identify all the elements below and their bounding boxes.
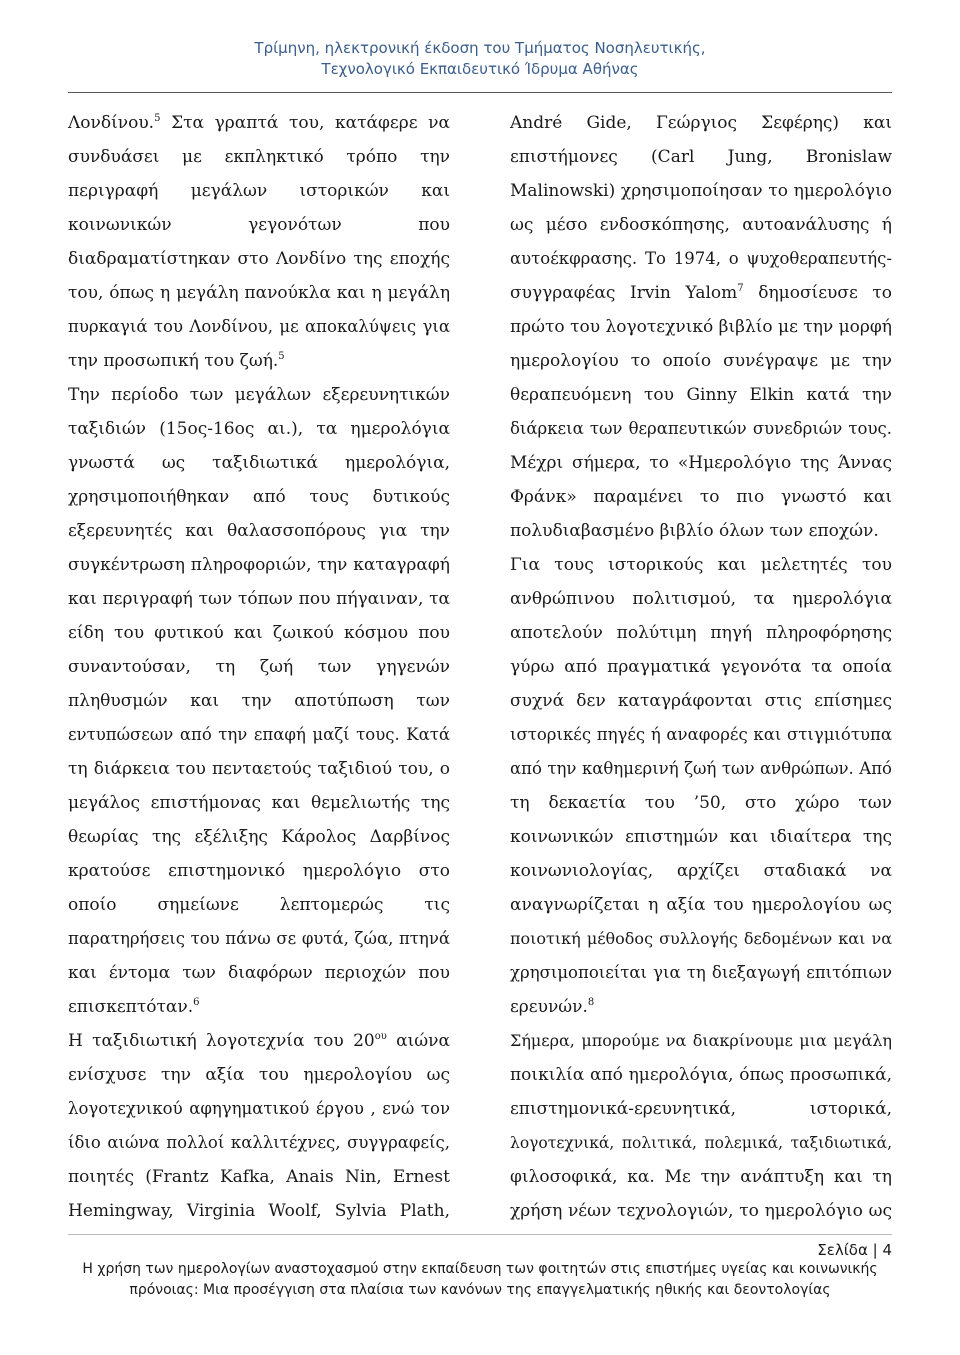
line-text: Σήμερα, μπορούμε να διακρίνουμε μια μεγάλη	[510, 1031, 892, 1050]
footnote-marker: 8	[587, 997, 595, 1008]
line-text: ίδιο αιώνα πολλοί καλλιτέχνες, συγγραφείς,	[68, 1133, 450, 1152]
line-text: συγγραφέας Irvin Yalom	[510, 283, 738, 303]
line-text: Hemingway, Virginia Woolf, Sylvia Plath,	[68, 1201, 450, 1221]
left-column	[68, 106, 450, 1228]
right-text-line	[510, 412, 892, 446]
line-text-continued: δημοσίευσε το	[743, 283, 892, 303]
line-text-continued: αιώνα	[386, 1031, 450, 1051]
line-text: μεγάλος επιστήμονας και θεμελιωτής της	[68, 793, 450, 813]
line-text: Λονδίνου.	[68, 113, 155, 133]
right-text-line	[510, 174, 892, 208]
line-text: Την περίοδο των μεγάλων εξερευνητικών	[68, 385, 450, 405]
line-text: κοινωνικών γεγονότων που	[68, 215, 450, 235]
right-text-line	[510, 208, 892, 242]
left-text-line	[68, 1194, 450, 1228]
left-text-line	[68, 276, 450, 310]
footer-divider	[68, 1234, 892, 1235]
left-text-line	[68, 1024, 450, 1058]
line-text: αυτοέκφρασης. Το 1974, ο ψυχοθεραπευτής-	[510, 249, 892, 268]
line-text: συγκέντρωση πληροφοριών, την καταγραφή	[68, 555, 450, 575]
right-text-line	[510, 752, 892, 786]
line-text: Φράνκ» παραμένει το πιο γνωστό και	[510, 487, 892, 507]
left-text-line	[68, 1092, 450, 1126]
line-text: από την καθημερινή ζωή των ανθρώπων. Από	[510, 759, 892, 778]
left-text-line	[68, 854, 450, 888]
line-text: την προσωπική του ζωή.	[68, 351, 279, 371]
line-text: ενίσχυσε την αξία του ημερολογίου ως	[68, 1065, 450, 1085]
right-text-line	[510, 956, 892, 990]
line-text: χρήση νέων τεχνολογιών, το ημερολόγιο ως	[510, 1201, 892, 1221]
line-text: είδη του φυτικού και ζωικού κόσμου που	[68, 623, 450, 643]
line-text: λογοτεχνικά, πολιτικά, πολεμικά, ταξιδιωτικά,	[510, 1134, 892, 1152]
line-text: χρησιμοποιήθηκαν από τους δυτικούς	[68, 487, 450, 507]
left-text-line	[68, 752, 450, 786]
right-text-line	[510, 276, 892, 310]
left-text-line	[68, 888, 450, 922]
line-text: εντυπώσεων από την επαφή μαζί τους. Κατά	[68, 725, 450, 744]
left-text-line	[68, 480, 450, 514]
left-text-line	[68, 344, 450, 378]
line-text: Για τους ιστορικούς και μελετητές του	[510, 555, 892, 575]
right-text-line	[510, 1194, 892, 1228]
line-text: χρησιμοποιείται για τη διεξαγωγή επιτόπιων	[510, 963, 892, 982]
right-text-line	[510, 718, 892, 752]
right-text-line	[510, 786, 892, 820]
left-text-line	[68, 174, 450, 208]
line-text: ποικιλία από ημερολόγια, όπως προσωπικά,	[510, 1065, 892, 1085]
right-text-line	[510, 344, 892, 378]
line-text: λογοτεχνικού αφηγηματικού έργου , ενώ τον	[68, 1099, 450, 1118]
left-text-line	[68, 1058, 450, 1092]
header-divider	[68, 92, 892, 93]
header-line-1: Τρίμηνη, ηλεκτρονική έκδοση του Τμήματος Νοσηλευτικής,	[254, 39, 706, 57]
line-text: αναγνωρίζεται η αξία του ημερολογίου ως	[510, 895, 892, 915]
line-text: οποίο σημείωνε λεπτομερώς τις	[68, 895, 450, 915]
left-text-line	[68, 208, 450, 242]
line-text: συχνά δεν καταγράφονται στις επίσημες	[510, 691, 892, 711]
line-text: πυρκαγιά του Λονδίνου, με αποκαλύψεις για	[68, 317, 450, 336]
line-text: επιστημονικά-ερευνητικά, ιστορικά,	[510, 1099, 892, 1119]
line-text: γύρω από πραγματικά γεγονότα τα οποία	[510, 657, 892, 677]
footer-line-1: Η χρήση των ημερολογίων αναστοχασμού στην εκπαίδευση των φοιτητών στις επιστήμες υγείας και κοινωνικής	[82, 1261, 878, 1277]
right-text-line	[510, 1160, 892, 1194]
line-text: ανθρώπινου πολιτισμού, τα ημερολόγια	[510, 589, 892, 609]
right-text-line	[510, 378, 892, 412]
line-text: πολυδιαβασμένο βιβλίο όλων των εποχών.	[510, 521, 879, 541]
left-text-line	[68, 378, 450, 412]
line-text: πληθυσμών και την αποτύπωση των	[68, 691, 450, 711]
footnote-marker: 6	[193, 997, 200, 1008]
line-text: φιλοσοφικά, κα. Με την ανάπτυξη και τη	[510, 1167, 892, 1187]
line-text: Η ταξιδιωτική λογοτεχνία του 20	[68, 1031, 375, 1051]
left-text-line	[68, 922, 450, 956]
line-text: Μέχρι σήμερα, το «Ημερολόγιο της Άννας	[510, 453, 892, 473]
right-text-line	[510, 106, 892, 140]
line-text: ποιητές (Frantz Kafka, Anais Nin, Ernest	[68, 1167, 450, 1187]
right-text-line	[510, 548, 892, 582]
page-footer	[0, 1259, 960, 1301]
footnote-marker: 5	[154, 113, 161, 124]
left-text-line	[68, 1160, 450, 1194]
right-text-line	[510, 514, 892, 548]
line-text: τη διάρκεια του πενταετούς ταξιδιού του, ο	[68, 759, 450, 779]
right-text-line	[510, 854, 892, 888]
line-text: ερευνών.	[510, 997, 588, 1017]
left-text-line	[68, 106, 450, 140]
left-text-line	[68, 548, 450, 582]
footer-line-2: πρόνοιας: Μια προσέγγιση στα πλαίσια των κανόνων της επαγγελματικής ηθικής και δεοντολογίας	[129, 1282, 831, 1298]
right-text-line	[510, 1024, 892, 1058]
footnote-marker: ου	[374, 1031, 387, 1042]
right-text-line	[510, 446, 892, 480]
line-text: ποιοτική μέθοδος συλλογής δεδομένων και να	[510, 929, 892, 948]
left-text-line	[68, 650, 450, 684]
right-text-line	[510, 820, 892, 854]
line-text: θεραπευόμενη του Ginny Elkin κατά την	[510, 385, 892, 405]
footnote-marker: 7	[737, 283, 744, 294]
right-column	[510, 106, 892, 1228]
line-text: κρατούσε επιστημονικό ημερολόγιο στο	[68, 861, 450, 881]
right-text-line	[510, 1092, 892, 1126]
left-text-line	[68, 956, 450, 990]
line-text: Malinowski) χρησιμοποίησαν το ημερολόγιο	[510, 181, 892, 201]
line-text: τη δεκαετία του ’50, στο χώρο των	[510, 793, 892, 813]
header-line-2: Τεχνολογικό Εκπαιδευτικό Ίδρυμα Αθήνας	[321, 60, 639, 78]
left-text-line	[68, 514, 450, 548]
right-text-line	[510, 242, 892, 276]
line-text-continued: Στα γραπτά του, κατάφερε να	[160, 113, 450, 133]
right-text-line	[510, 480, 892, 514]
footnote-marker: 5	[278, 351, 285, 362]
right-text-line	[510, 1058, 892, 1092]
line-text: κοινωνιολογίας, αρχίζει σταδιακά να	[510, 861, 892, 881]
left-text-line	[68, 990, 450, 1024]
line-text: και περιγραφή των τόπων που πήγαιναν, τα	[68, 589, 450, 609]
line-text: εξερευνητές και θαλασσοπόρους για την	[68, 521, 450, 541]
line-text: ιστορικές πηγές ή αναφορές και στιγμιότυπα	[510, 725, 892, 744]
left-text-line	[68, 242, 450, 276]
line-text: παρατηρήσεις του πάνω σε φυτά, ζώα, πτηνά	[68, 929, 450, 948]
line-text: και έντομα των διαφόρων περιοχών που	[68, 963, 450, 983]
line-text: διάρκεια των θεραπευτικών συνεδριών τους.	[510, 419, 892, 438]
line-text: επιστήμονες (Carl Jung, Bronislaw	[510, 147, 892, 167]
line-text: ως μέσο ενδοσκόπησης, αυτοανάλυσης ή	[510, 215, 892, 235]
page-header	[0, 38, 960, 80]
right-text-line	[510, 650, 892, 684]
right-text-line	[510, 1126, 892, 1160]
line-text: θεωρίας της εξέλιξης Κάρολος Δαρβίνος	[68, 827, 450, 847]
left-text-line	[68, 684, 450, 718]
left-text-line	[68, 786, 450, 820]
line-text: André Gide, Γεώργιος Σεφέρης) και	[510, 113, 892, 133]
line-text: πρώτο του λογοτεχνικό βιβλίο με την μορφή	[510, 317, 892, 337]
line-text: ταξιδιών (15ος-16ος αι.), τα ημερολόγια	[68, 419, 450, 439]
right-text-line	[510, 922, 892, 956]
right-text-line	[510, 684, 892, 718]
line-text: γνωστά ως ταξιδιωτικά ημερολόγια,	[68, 453, 450, 473]
line-text: επισκεπτόταν.	[68, 997, 194, 1017]
line-text: διαδραματίστηκαν στο Λονδίνο της εποχής	[68, 249, 450, 269]
left-text-line	[68, 582, 450, 616]
left-text-line	[68, 140, 450, 174]
right-text-line	[510, 310, 892, 344]
line-text: συνδυάσει με εκπληκτικό τρόπο την	[68, 147, 450, 167]
right-text-line	[510, 990, 892, 1024]
line-text: ημερολογίου το οποίο συνέγραψε με την	[510, 351, 892, 371]
left-text-line	[68, 718, 450, 752]
line-text: συναντούσαν, τη ζωή των γηγενών	[68, 657, 450, 677]
left-text-line	[68, 820, 450, 854]
left-text-line	[68, 310, 450, 344]
left-text-line	[68, 412, 450, 446]
right-text-line	[510, 888, 892, 922]
right-text-line	[510, 140, 892, 174]
line-text: του, όπως η μεγάλη πανούκλα και η μεγάλη	[68, 283, 450, 303]
left-text-line	[68, 616, 450, 650]
line-text: περιγραφή μεγάλων ιστορικών και	[68, 181, 450, 201]
line-text: κοινωνικών επιστημών και ιδιαίτερα της	[510, 827, 892, 847]
line-text: αποτελούν πολύτιμη πηγή πληροφόρησης	[510, 623, 892, 643]
right-text-line	[510, 616, 892, 650]
page-number: Σελίδα | 4	[817, 1241, 892, 1259]
left-text-line	[68, 446, 450, 480]
right-text-line	[510, 582, 892, 616]
left-text-line	[68, 1126, 450, 1160]
